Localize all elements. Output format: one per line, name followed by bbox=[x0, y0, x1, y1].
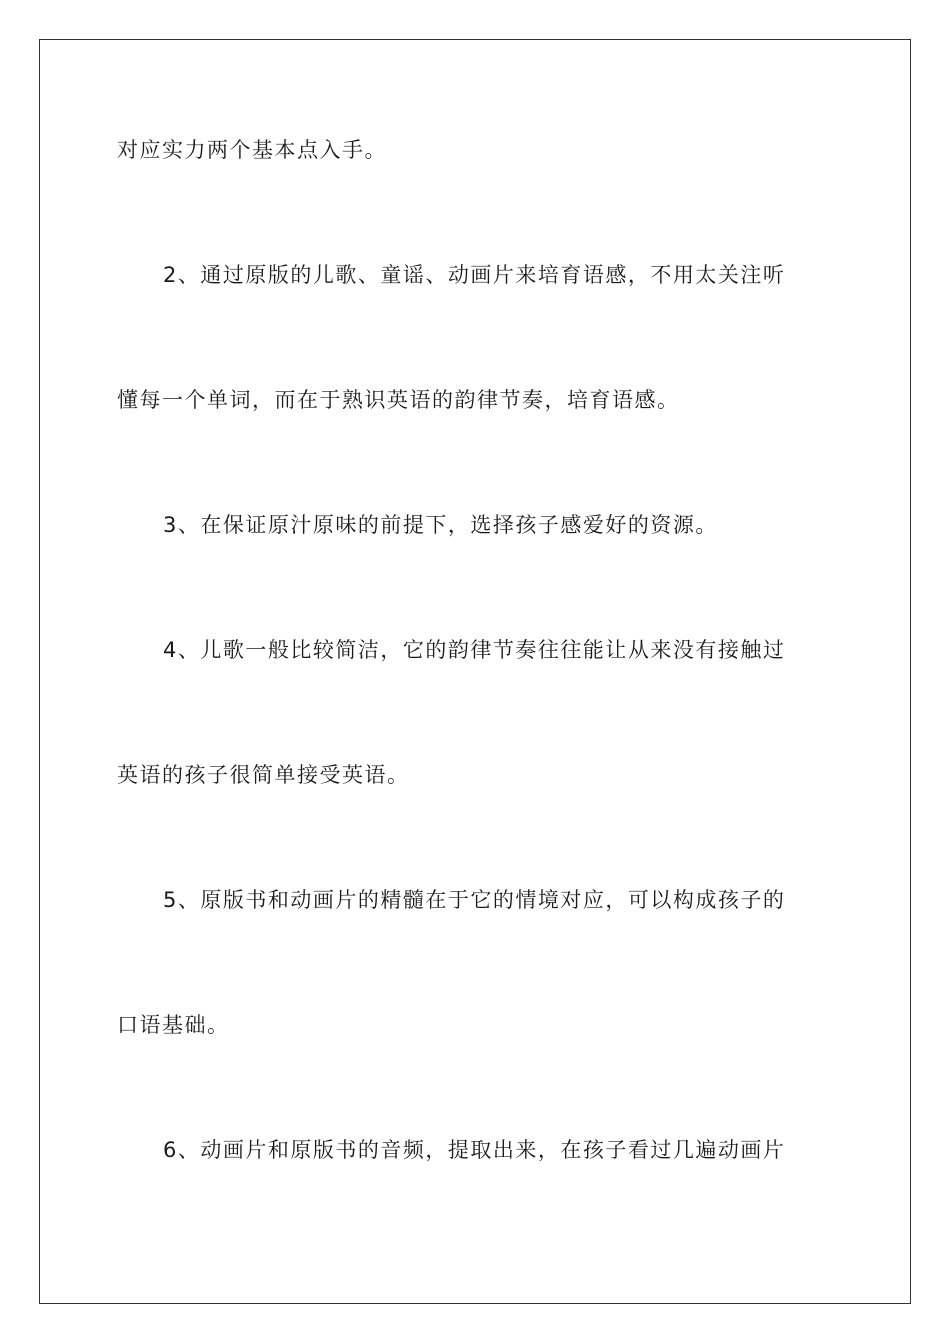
paragraph-line: 5、原版书和动画片的精髓在于它的情境对应，可以构成孩子的 bbox=[163, 888, 786, 912]
paragraph-line: 对应实力两个基本点入手。 bbox=[117, 138, 387, 162]
paragraph-line: 2、通过原版的儿歌、童谣、动画片来培育语感，不用太关注听 bbox=[163, 263, 786, 287]
paragraph-line: 口语基础。 bbox=[117, 1013, 230, 1037]
paragraph-line: 英语的孩子很简单接受英语。 bbox=[117, 763, 410, 787]
page-border bbox=[39, 39, 911, 1304]
paragraph-line: 4、儿歌一般比较简洁，它的韵律节奏往往能让从来没有接触过 bbox=[163, 638, 786, 662]
paragraph-line: 6、动画片和原版书的音频，提取出来，在孩子看过几遍动画片 bbox=[163, 1138, 786, 1162]
paragraph-line: 懂每一个单词，而在于熟识英语的韵律节奏，培育语感。 bbox=[117, 388, 680, 412]
paragraph-line: 3、在保证原汁原味的前提下，选择孩子感爱好的资源。 bbox=[163, 513, 718, 537]
